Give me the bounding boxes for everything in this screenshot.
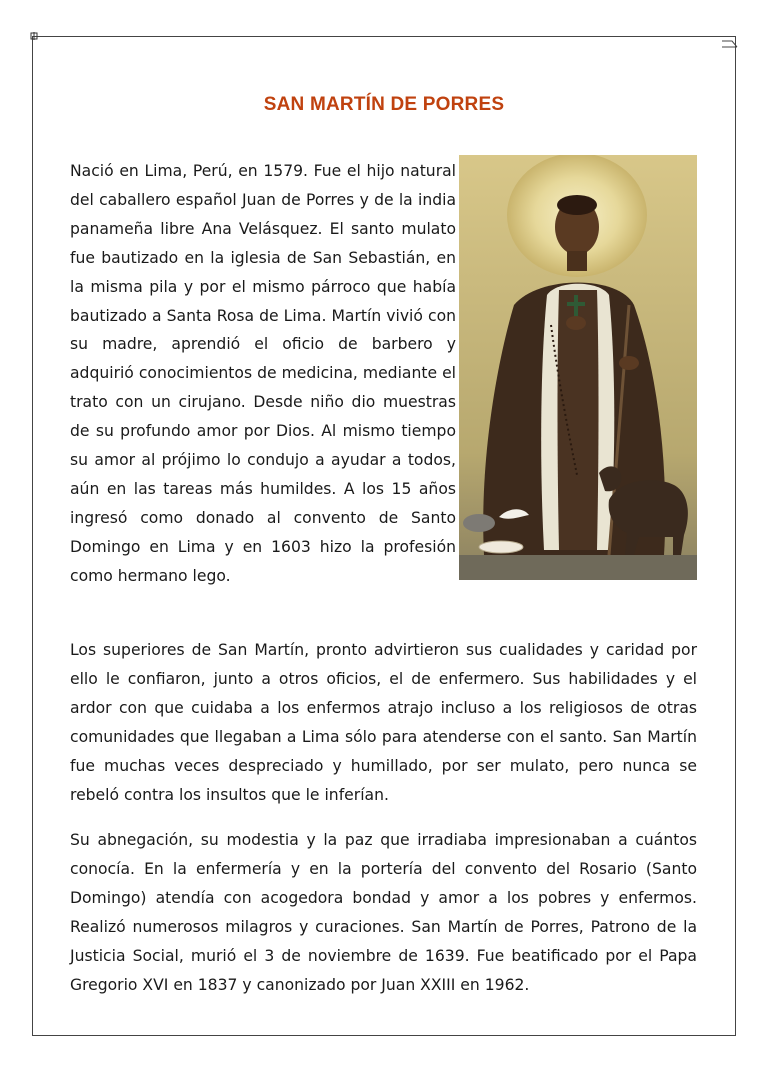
paragraph-1: Nació en Lima, Perú, en 1579. Fue el hijo natural del caballero español Juan de Porres y de la india panameña libre Ana Velásquez. El santo mulato fue bautizado en la iglesia de San Sebastián, en la misma pila y por el mismo párroco que había bautizado a Santa Rosa de Lima. Martín vivió con su madre, aprendió el oficio de barbero y adquirió conocimientos de medicina, mediante el trato con un cirujano. Desde niño dio muestras de su profundo amor por Dios. Al mismo tiempo su amor al prójimo lo condujo a ayudar a todos, aún en las tareas más humildes. A los 15 años ingresó como donado al convento de Santo Domingo en Lima y en 1603 hizo la profesión como hermano lego. bbox=[70, 162, 456, 585]
paragraph-3: Su abnegación, su modestia y la paz que irradiaba impresionaban a cuántos conocía. En la enfermería y en la portería del convento del Rosario (Santo Domingo) atendía con acogedora bondad y amor a los pobres y enfermos. Realizó numerosos milagros y curaciones. San Martín de Porres, Patrono de la Justicia Social, murió el 3 de noviembre de 1639. Fue beatificado por el Papa Gregorio XVI en 1837 y canonizado por Juan XXIII en 1962. bbox=[70, 831, 697, 994]
paragraph-2: Los superiores de San Martín, pronto advirtieron sus cualidades y caridad por ello le confiaron, junto a otros oficios, el de enfermero. Sus habilidades y el ardor con que cuidaba a los enfermos atrajo incluso a los religiosos de otras comunidades que llegaban a Lima sólo para atenderse con el santo. San Martín fue muchas veces despreciado y humillado, por ser mulato, pero nunca se rebeló contra los insultos que le inferían. bbox=[70, 641, 697, 804]
page-title: SAN MARTÍN DE PORRES bbox=[263, 94, 505, 115]
page-fold-icon bbox=[722, 34, 738, 44]
anchor-icon bbox=[30, 32, 38, 40]
saint-illustration bbox=[459, 155, 697, 580]
